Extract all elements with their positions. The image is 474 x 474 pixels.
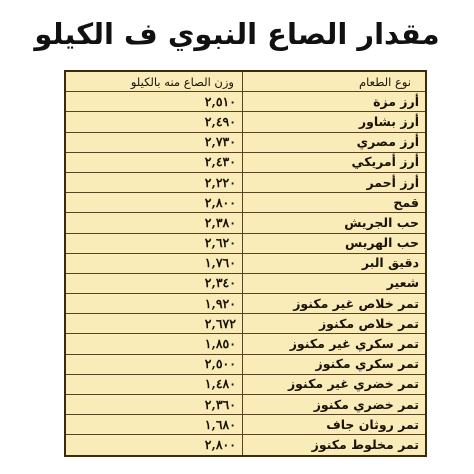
table-row <box>65 374 426 394</box>
food-name-cell: أرز أحمر <box>243 172 427 192</box>
table-row <box>65 395 426 415</box>
sa-weights-table <box>64 70 427 457</box>
weight-cell: ٢,٨٠٠ <box>65 435 243 456</box>
weight-cell: ٢,٦٧٢ <box>65 314 243 334</box>
weight-cell: ١,٤٨٠ <box>65 374 243 394</box>
food-name-cell: تمر خضري غير مكنوز <box>243 374 427 394</box>
table-row <box>65 132 426 152</box>
food-name-cell: دقيق البر <box>243 253 427 273</box>
weight-cell: ٢,٢٢٠ <box>65 172 243 192</box>
food-name-cell: تمر خلاص غير مكنوز <box>243 294 427 314</box>
table-row <box>65 273 426 293</box>
weight-cell: ٢,٤٣٠ <box>65 152 243 172</box>
table-row <box>65 213 426 233</box>
food-name-cell: أرز مزة <box>243 92 427 112</box>
header-food-type: نوع الطعام <box>243 71 427 92</box>
weight-cell: ٢,٣٤٠ <box>65 273 243 293</box>
table-row <box>65 314 426 334</box>
food-name-cell: أرز مصري <box>243 132 427 152</box>
weight-cell: ١,٩٢٠ <box>65 294 243 314</box>
table-row <box>65 193 426 213</box>
table-row <box>65 354 426 374</box>
table-row <box>65 172 426 192</box>
table-header-row <box>65 71 426 92</box>
table-row <box>65 294 426 314</box>
table-row <box>65 233 426 253</box>
weight-cell: ١,٧٦٠ <box>65 253 243 273</box>
weight-cell: ٢,٥٠٠ <box>65 354 243 374</box>
food-name-cell: تمر سكري غير مكنوز <box>243 334 427 354</box>
weight-cell: ٢,٤٩٠ <box>65 112 243 132</box>
weight-cell: ٢,٦٢٠ <box>65 233 243 253</box>
food-name-cell: قمح <box>243 193 427 213</box>
food-name-cell: حب الجريش <box>243 213 427 233</box>
table-row <box>65 253 426 273</box>
food-name-cell: تمر خلاص مكنوز <box>243 314 427 334</box>
header-weight-kg: وزن الصاع منه بالكيلو <box>65 71 243 92</box>
food-name-cell: تمر سكري مكنوز <box>243 354 427 374</box>
weight-cell: ١,٦٨٠ <box>65 415 243 435</box>
weight-cell: ٢,٣٨٠ <box>65 213 243 233</box>
food-name-cell: تمر خضري مكنوز <box>243 395 427 415</box>
weight-cell: ٢,٨٠٠ <box>65 193 243 213</box>
food-name-cell: أرز أمريكي <box>243 152 427 172</box>
table-row <box>65 435 426 456</box>
table-row <box>65 415 426 435</box>
food-name-cell: شعير <box>243 273 427 293</box>
weight-cell: ٢,٧٣٠ <box>65 132 243 152</box>
weight-cell: ١,٨٥٠ <box>65 334 243 354</box>
table-row <box>65 92 426 112</box>
food-name-cell: أرز بشاور <box>243 112 427 132</box>
table-row <box>65 152 426 172</box>
page-title: مقدار الصاع النبوي ف الكيلو <box>34 17 440 51</box>
weight-cell: ٢,٥١٠ <box>65 92 243 112</box>
table-row <box>65 112 426 132</box>
table-row <box>65 334 426 354</box>
food-name-cell: تمر روثان جاف <box>243 415 427 435</box>
food-name-cell: تمر مخلوط مكنوز <box>243 435 427 456</box>
food-name-cell: حب الهريس <box>243 233 427 253</box>
weight-cell: ٢,٣٦٠ <box>65 395 243 415</box>
